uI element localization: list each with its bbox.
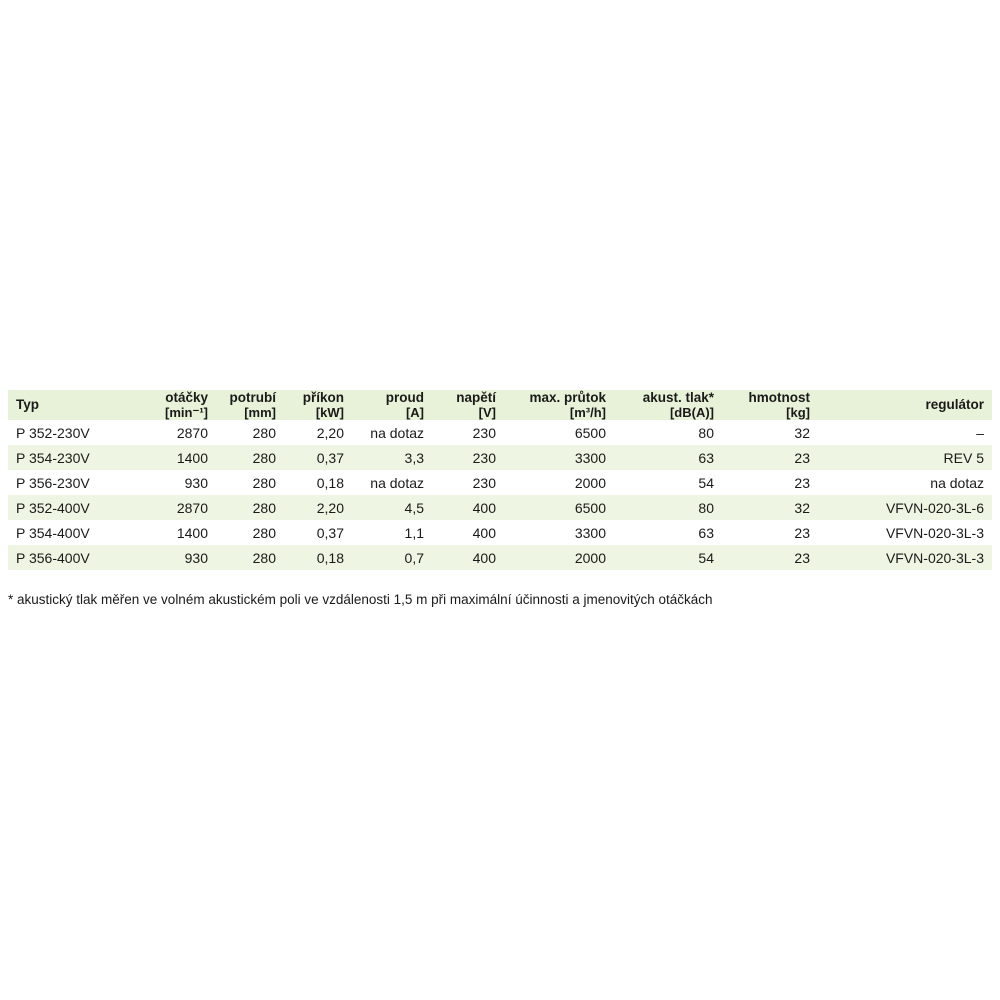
column-header-akusticky-tlak [614,390,722,420]
column-header-prutok-unit: [m³/h] [569,404,606,420]
cell-potrubi: 280 [216,495,284,520]
column-header-otacky-unit: [min⁻¹] [165,404,208,420]
column-header-proud-unit: [A] [405,404,424,420]
cell-napeti: 230 [432,445,504,470]
cell-prikon: 0,37 [284,520,352,545]
table-header-row [8,390,992,420]
cell-prutok: 2000 [504,545,614,570]
cell-typ: P 356-400V [8,545,144,570]
cell-typ: P 356-230V [8,470,144,495]
cell-potrubi: 280 [216,470,284,495]
cell-hmotnost: 23 [722,445,818,470]
cell-proud: 4,5 [352,495,432,520]
column-header-otacky-label: otáčky [165,390,208,405]
cell-prikon: 2,20 [284,420,352,445]
cell-akusticky-tlak: 63 [614,520,722,545]
cell-prikon: 0,18 [284,470,352,495]
table-row [8,495,992,520]
cell-napeti: 400 [432,545,504,570]
column-header-akusticky-tlak-label: akust. tlak* [642,390,714,405]
cell-prutok: 6500 [504,495,614,520]
column-header-potrubi [216,390,284,420]
cell-napeti: 230 [432,420,504,445]
column-header-proud-label: proud [385,390,424,405]
cell-otacky: 1400 [144,520,216,545]
table-row [8,420,992,445]
cell-regulator: VFVN-020-3L-3 [818,545,992,570]
cell-regulator: VFVN-020-3L-3 [818,520,992,545]
cell-napeti: 400 [432,520,504,545]
cell-proud: 1,1 [352,520,432,545]
column-header-prikon-unit: [kW] [315,404,344,420]
table-row [8,545,992,570]
cell-potrubi: 280 [216,545,284,570]
cell-potrubi: 280 [216,520,284,545]
cell-hmotnost: 32 [722,420,818,445]
column-header-prutok [504,390,614,420]
cell-potrubi: 280 [216,420,284,445]
spec-table [8,390,992,570]
column-header-hmotnost-label: hmotnost [748,390,810,405]
cell-proud: na dotaz [352,470,432,495]
column-header-proud [352,390,432,420]
cell-typ: P 354-400V [8,520,144,545]
cell-akusticky-tlak: 80 [614,420,722,445]
column-header-prutok-label: max. průtok [529,390,606,405]
cell-napeti: 230 [432,470,504,495]
cell-potrubi: 280 [216,445,284,470]
column-header-hmotnost [722,390,818,420]
table-row [8,520,992,545]
cell-hmotnost: 23 [722,520,818,545]
column-header-typ-label: Typ [16,397,39,413]
cell-regulator: na dotaz [818,470,992,495]
cell-prutok: 6500 [504,420,614,445]
cell-akusticky-tlak: 63 [614,445,722,470]
cell-akusticky-tlak: 80 [614,495,722,520]
column-header-potrubi-label: potrubí [229,390,276,405]
cell-otacky: 2870 [144,495,216,520]
cell-otacky: 2870 [144,420,216,445]
cell-prikon: 2,20 [284,495,352,520]
cell-regulator: – [818,420,992,445]
cell-otacky: 930 [144,545,216,570]
column-header-potrubi-unit: [mm] [244,404,276,420]
column-header-prikon-label: příkon [302,390,344,405]
column-header-hmotnost-unit: [kg] [786,404,810,420]
cell-prutok: 3300 [504,445,614,470]
cell-regulator: REV 5 [818,445,992,470]
table-row [8,445,992,470]
table-row [8,470,992,495]
cell-typ: P 354-230V [8,445,144,470]
cell-proud: na dotaz [352,420,432,445]
cell-typ: P 352-400V [8,495,144,520]
table-body [8,420,992,570]
cell-otacky: 1400 [144,445,216,470]
cell-napeti: 400 [432,495,504,520]
column-header-otacky [144,390,216,420]
cell-prutok: 2000 [504,470,614,495]
cell-prutok: 3300 [504,520,614,545]
footnote-text: * akustický tlak měřen ve volném akustickém poli ve vzdálenosti 1,5 m při maximální účinnosti a jmenovitých otáčkách [8,592,713,607]
column-header-akusticky-tlak-unit: [dB(A)] [669,404,714,420]
cell-akusticky-tlak: 54 [614,545,722,570]
column-header-napeti-label: napětí [456,390,496,405]
cell-hmotnost: 32 [722,495,818,520]
cell-otacky: 930 [144,470,216,495]
cell-hmotnost: 23 [722,470,818,495]
cell-prikon: 0,37 [284,445,352,470]
cell-proud: 3,3 [352,445,432,470]
cell-proud: 0,7 [352,545,432,570]
cell-prikon: 0,18 [284,545,352,570]
column-header-napeti [432,390,504,420]
column-header-prikon [284,390,352,420]
column-header-napeti-unit: [V] [478,404,496,420]
cell-typ: P 352-230V [8,420,144,445]
column-header-typ [8,390,144,420]
column-header-regulator-label: regulátor [925,397,984,413]
column-header-regulator [818,390,992,420]
table-header [8,390,992,420]
cell-regulator: VFVN-020-3L-6 [818,495,992,520]
cell-hmotnost: 23 [722,545,818,570]
spec-table-container [8,390,992,570]
cell-akusticky-tlak: 54 [614,470,722,495]
